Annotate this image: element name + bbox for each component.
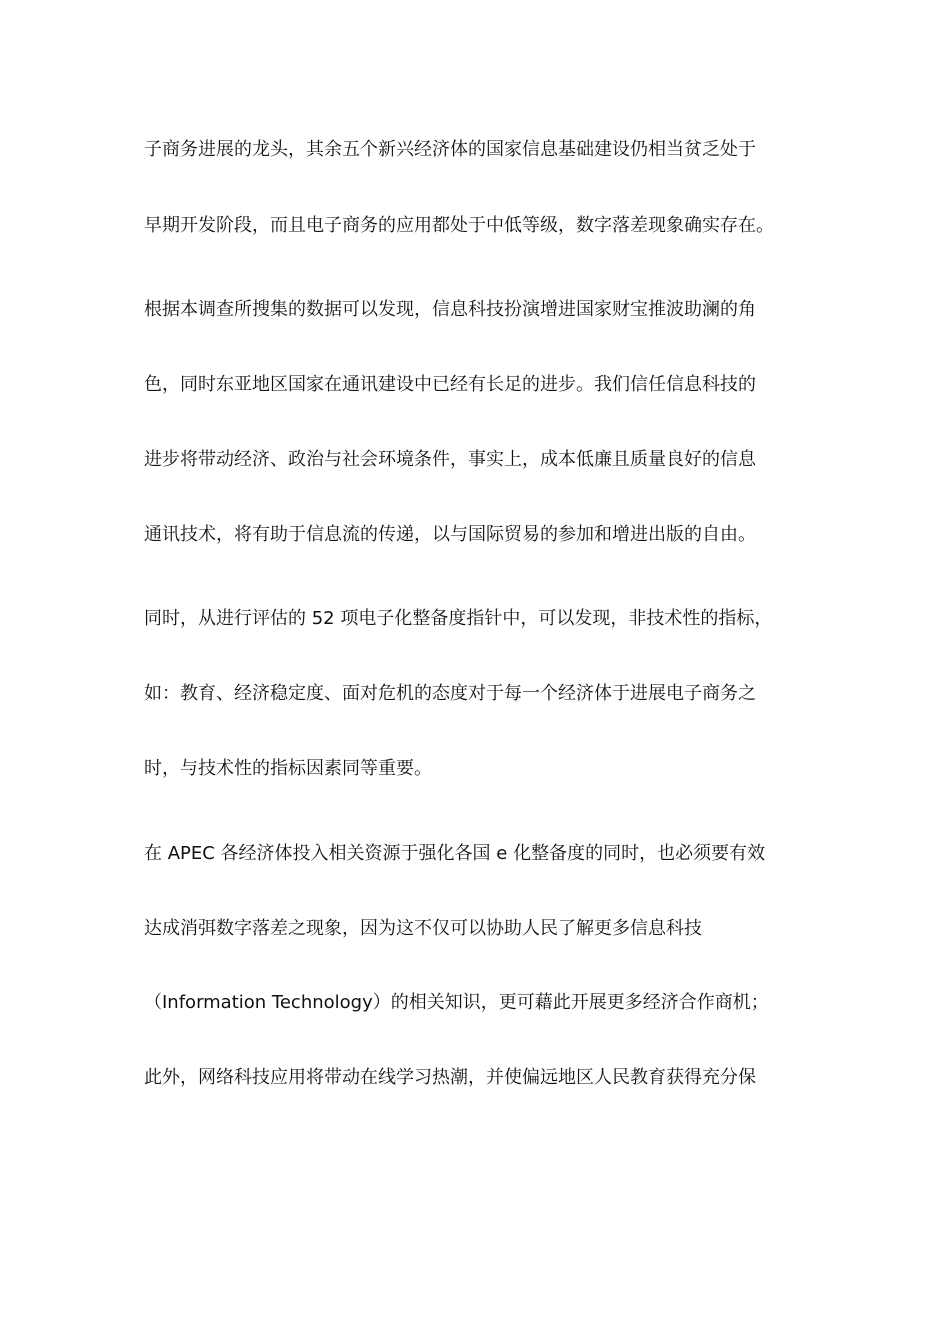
text-line: 早期开发阶段，而且电子商务的应用都处于中低等级，数字落差现象确实存在。 (144, 215, 774, 236)
text-line: （Information Technology）的相关知识，更可藉此开展更多经济合作商机； (144, 992, 769, 1013)
text-line: 通讯技术，将有助于信息流的传递，以与国际贸易的参加和增进出版的自由。 (144, 524, 756, 545)
text-line: 同时，从进行评估的 52 项电子化整备度指针中，可以发现，非技术性的指标， (144, 608, 773, 629)
text-line: 此外，网络科技应用将带动在线学习热潮，并使偏远地区人民教育获得充分保 (144, 1067, 756, 1088)
text-line: 在 APEC 各经济体投入相关资源于强化各国 e 化整备度的同时，也必须要有效 (144, 843, 766, 864)
text-line: 色，同时东亚地区国家在通讯建设中已经有长足的进步。我们信任信息科技的 (144, 374, 756, 395)
text-line: 达成消弭数字落差之现象，因为这不仅可以协助人民了解更多信息科技 (144, 918, 702, 939)
text-line: 时，与技术性的指标因素同等重要。 (144, 758, 432, 779)
text-line: 如：教育、经济稳定度、面对危机的态度对于每一个经济体于进展电子商务之 (144, 683, 756, 704)
text-line: 子商务进展的龙头，其余五个新兴经济体的国家信息基础建设仍相当贫乏处于 (144, 139, 756, 160)
text-line: 进步将带动经济、政治与社会环境条件，事实上，成本低廉且质量良好的信息 (144, 449, 756, 470)
text-line: 根据本调查所搜集的数据可以发现，信息科技扮演增进国家财宝推波助澜的角 (144, 299, 756, 320)
